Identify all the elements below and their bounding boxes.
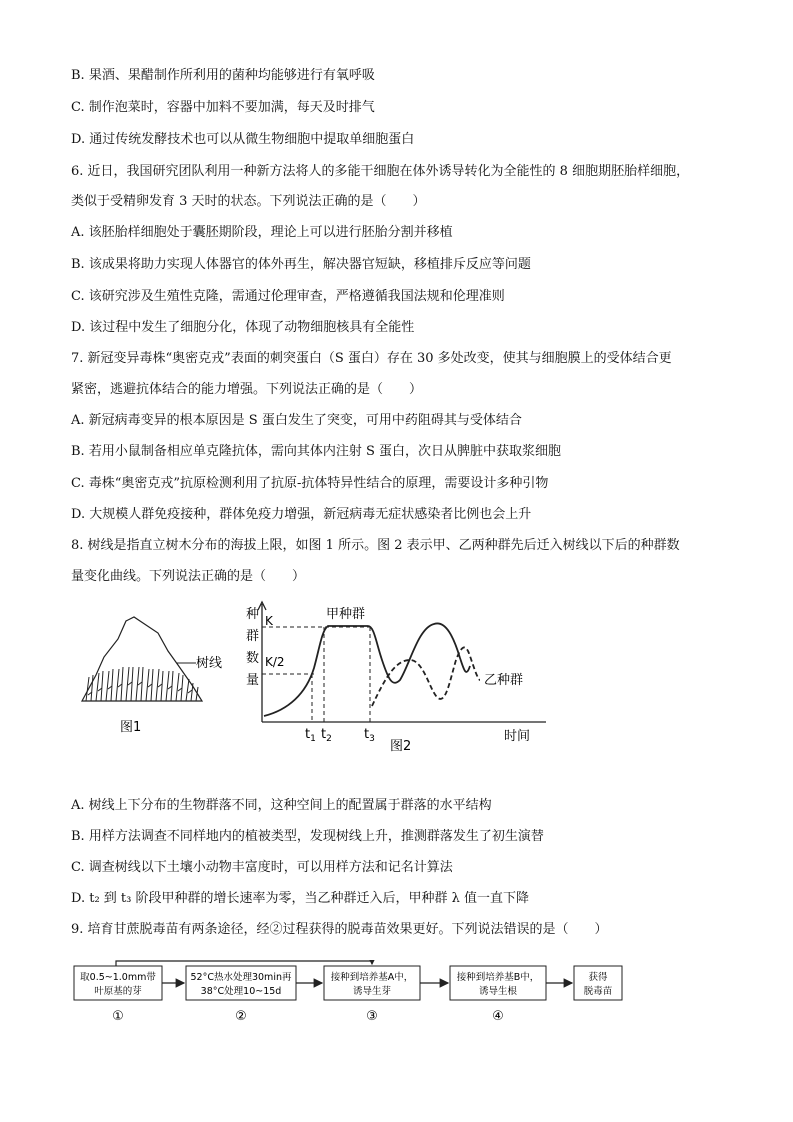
series-b-label: 乙种群 (484, 673, 524, 688)
flow-box-1-line-2: 叶原基的芽 (94, 986, 142, 997)
flow-step-4-number: ④ (492, 1009, 504, 1024)
option-6c: C. 该研究涉及生殖性克隆，需通过伦理审查，严格遵循我国法规和伦理准则 (71, 289, 505, 304)
option-7d: D. 大规模人群免疫接种，群体免疫力增强，新冠病毒无症状感染者比例也会上升 (71, 507, 532, 522)
option-6b: B. 该成果将助力实现人体器官的体外再生，解决器官短缺，移植排斥反应等问题 (71, 257, 531, 272)
flow-step-2-number: ② (235, 1009, 247, 1024)
y-label-char-1: 种 (246, 607, 260, 622)
flowchart-q9 (70, 960, 630, 1030)
option-6d: D. 该过程中发生了细胞分化，体现了动物细胞核具有全能性 (71, 320, 415, 335)
y-label-char-2: 群 (246, 629, 260, 644)
option-7a: A. 新冠病毒变异的根本原因是 S 蛋白发生了突变，可用中药阻碍其与受体结合 (71, 413, 522, 428)
flow-step-3-number: ③ (366, 1009, 378, 1024)
question-8-stem: 8. 树线是指直立树木分布的海拔上限，如图 1 所示。图 2 表示甲、乙两种群先后迁入树线以下后的种群数 (71, 538, 680, 553)
flow-box-3-line-1: 接种到培养基A中， (330, 972, 414, 983)
question-7-stem-cont: 紧密，逃避抗体结合的能力增强。下列说法正确的是（ ） (71, 382, 423, 397)
flow-box-5-line-1: 获得 (588, 972, 608, 983)
x-axis-label: 时间 (504, 729, 531, 744)
flow-box-1-line-1: 取0.5~1.0mm带 (80, 972, 156, 983)
tick-t1: $t_1$ (305, 727, 316, 744)
figure-2-population-chart (234, 598, 554, 758)
flow-box-4-line-2: 诱导生根 (478, 986, 518, 997)
figure-1-caption: 图1 (120, 720, 142, 735)
figure-1-mountain (74, 605, 224, 735)
figure-2-caption: 图2 (390, 739, 412, 754)
option-7c: C. 毒株“奥密克戎”抗原检测利用了抗原-抗体特异性结合的原理，需要设计多种引物 (71, 476, 549, 491)
question-6-stem-cont: 类似于受精卵发育 3 天时的状态。下列说法正确的是（ ） (71, 194, 426, 209)
question-7-stem: 7. 新冠变异毒株“奥密克戎”表面的刺突蛋白（S 蛋白）存在 30 多处改变，使其与细胞膜上的受体结合更 (71, 351, 672, 366)
series-a-label: 甲种群 (326, 607, 366, 622)
option-8a: A. 树线上下分布的生物群落不同，这种空间上的配置属于群落的水平结构 (71, 798, 492, 813)
series-b-curve (372, 647, 480, 706)
question-6-stem: 6. 近日，我国研究团队利用一种新方法将人的多能干细胞在体外诱导转化为全能性的 8 细胞期胚胎样细胞， (71, 164, 690, 179)
flow-step-1-number: ① (112, 1009, 124, 1024)
flow-box-5-line-2: 脱毒苗 (583, 986, 613, 997)
flow-box-4-line-1: 接种到培养基B中， (456, 972, 540, 983)
option-7b: B. 若用小鼠制备相应单克隆抗体，需向其体内注射 S 蛋白，次日从脾脏中获取浆细胞 (71, 444, 561, 459)
flow-box-3-line-2: 诱导生芽 (352, 986, 392, 997)
option-5d: D. 通过传统发酵技术也可以从微生物细胞中提取单细胞蛋白 (71, 132, 415, 147)
option-8d: D. t₂ 到 t₃ 阶段甲种群的增长速率为零，当乙种群迁入后，甲种群 λ 值一直下降 (71, 891, 529, 906)
treeline-label: 树线 (196, 656, 223, 671)
y-label-char-4: 量 (246, 673, 260, 688)
question-8-stem-cont: 量变化曲线。下列说法正确的是（ ） (71, 569, 306, 584)
flow-box-2-line-1: 52°C热水处理30min再 (190, 972, 292, 983)
option-5b: B. 果酒、果醋制作所利用的菌种均能够进行有氧呼吸 (71, 68, 375, 83)
flow-bypass-arrow (116, 961, 372, 966)
tick-t3: $t_3$ (364, 727, 375, 744)
option-5c: C. 制作泡菜时，容器中加料不要加满，每天及时排气 (71, 100, 375, 115)
k2-label: K/2 (265, 655, 285, 669)
series-a-curve (264, 623, 470, 716)
tick-t2: $t_2$ (321, 727, 332, 744)
question-9-stem: 9. 培育甘蔗脱毒苗有两条途径，经②过程获得的脱毒苗效果更好。下列说法错误的是（ ） (71, 922, 608, 937)
k-label: K (265, 614, 273, 628)
option-6a: A. 该胚胎样细胞处于囊胚期阶段，理论上可以进行胚胎分割并移植 (71, 225, 453, 240)
option-8c: C. 调查树线以下土壤小动物丰富度时，可以用样方法和记名计算法 (71, 860, 453, 875)
flow-box-2-line-2: 38°C处理10~15d (200, 986, 282, 997)
option-8b: B. 用样方法调查不同样地内的植被类型，发现树线上升，推测群落发生了初生演替 (71, 829, 544, 844)
y-label-char-3: 数 (246, 651, 260, 666)
